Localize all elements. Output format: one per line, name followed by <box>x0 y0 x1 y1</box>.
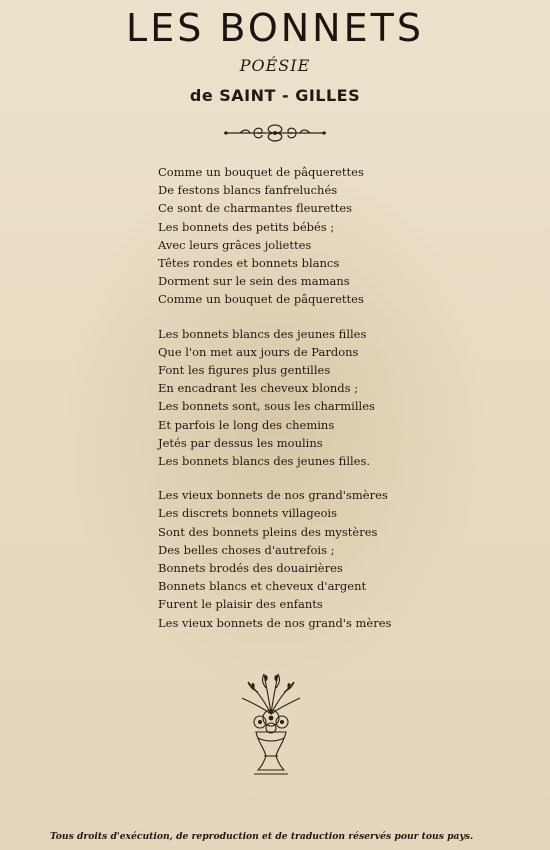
poem-line: Sont des bonnets pleins des mystères <box>158 524 378 539</box>
poem-line: Les discrets bonnets villageois <box>158 506 338 521</box>
wheat-sheaf-vase-icon <box>236 668 306 780</box>
page-title: LES BONNETS <box>126 6 424 50</box>
poem-line: Ce sont de charmantes fleurettes <box>158 201 353 216</box>
poem-line: Les vieux bonnets de nos grand'smères <box>158 488 388 503</box>
poem-line: Comme un bouquet de pâquerettes <box>158 165 364 179</box>
scroll-ornament-icon <box>222 121 328 145</box>
poem-line: Les bonnets blancs des jeunes filles. <box>158 454 371 469</box>
stanza-1 <box>158 163 458 309</box>
poem-line: En encadrant les cheveux blonds ; <box>158 381 359 396</box>
poem-line: Les bonnets sont, sous les charmilles <box>158 399 375 414</box>
poem-line: Dorment sur le sein des mamans <box>158 274 350 289</box>
poem-line: Et parfois le long des chemins <box>158 417 335 432</box>
copyright-notice: Tous droits d'exécution, de reproduction et de traduction réservés pour tous pays. <box>50 831 474 842</box>
poem-line: Les vieux bonnets de nos grand's mères <box>158 615 392 630</box>
poem-line: De festons blancs fanfreluchés <box>158 183 338 198</box>
poem-line: Têtes rondes et bonnets blancs <box>158 256 340 271</box>
poem-line: Les bonnets blancs des jeunes filles <box>158 326 367 341</box>
stanza-2 <box>158 325 458 471</box>
genre-label: POÉSIE <box>239 56 311 75</box>
stanza-3 <box>158 486 458 632</box>
poem-line: Que l'on met aux jours de Pardons <box>158 344 359 359</box>
poem-line: Furent le plaisir des enfants <box>158 597 323 612</box>
author-label: de SAINT - GILLES <box>189 86 361 105</box>
poem-line: Bonnets brodés des douairières <box>158 561 343 576</box>
poem-line: Les bonnets des petits bébés ; <box>158 219 335 234</box>
poem-line: Des belles choses d'autrefois ; <box>158 542 335 557</box>
poem-body <box>158 163 458 648</box>
poem-line: Comme un bouquet de pâquerettes <box>158 292 364 307</box>
poem-line: Font les figures plus gentilles <box>158 363 331 378</box>
poem-line: Avec leurs grâces joliettes <box>158 237 312 252</box>
poem-line: Jetés par dessus les moulins <box>158 435 323 450</box>
poem-line: Bonnets blancs et cheveux d'argent <box>158 579 367 594</box>
